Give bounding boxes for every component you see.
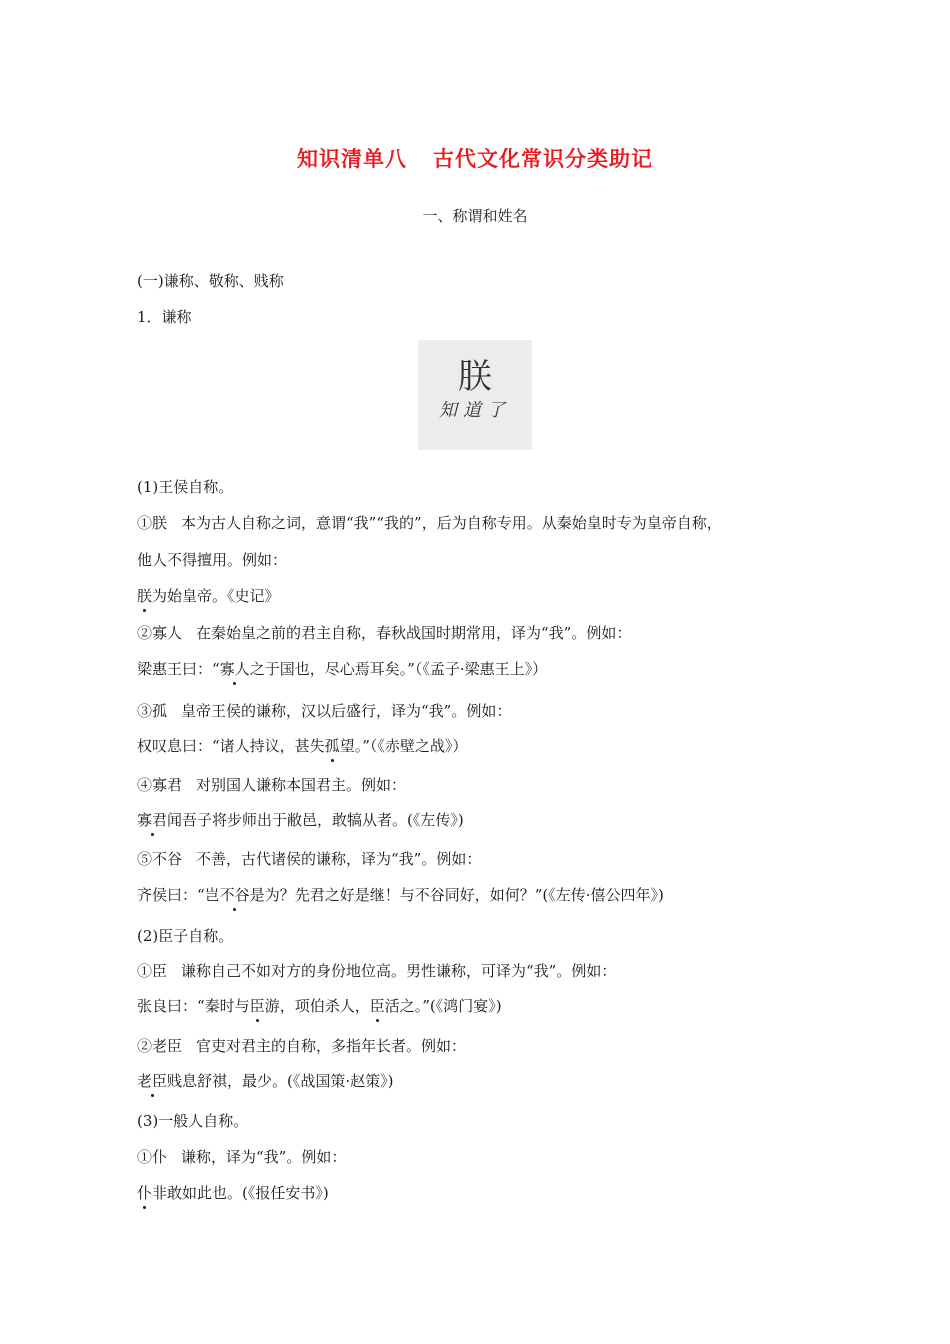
emphasized-word: 不谷 <box>219 886 250 904</box>
item-heading: 1．谦称 <box>137 308 192 326</box>
example: 游，项伯杀人， <box>264 997 370 1015</box>
text-line: (2)臣子自称。 <box>137 927 234 945</box>
term: ①臣 <box>137 962 168 980</box>
title-part2: 古代文化常识分类助记 <box>433 147 653 171</box>
emphasized-word: 臣 <box>369 997 385 1015</box>
emphasized-word: 老臣 <box>137 1072 168 1090</box>
text-line <box>137 622 631 644</box>
text-line <box>137 995 502 1017</box>
emphasized-word: 仆 <box>137 1184 153 1202</box>
calligraphy-big-char: 朕 <box>458 357 492 397</box>
text-line <box>137 848 481 870</box>
calligraphy-image <box>418 340 532 450</box>
text-line <box>137 809 464 831</box>
subsection-heading: (一)谦称、敬称、贱称 <box>137 272 284 290</box>
text-line <box>137 960 616 982</box>
text-line <box>137 700 511 722</box>
page-title <box>0 143 950 173</box>
term: ①仆 <box>137 1148 168 1166</box>
example: 望。”（《赤壁之战》） <box>339 737 468 755</box>
definition: 官吏对君主的自称，多指年长者。例如： <box>196 1037 467 1055</box>
text-line <box>137 1182 329 1204</box>
term: ④寡君 <box>137 776 183 794</box>
definition: 谦称自己不如对方的身份地位高。男性谦称，可译为“我”。例如： <box>181 962 617 980</box>
emphasized-word: 朕 <box>137 587 153 605</box>
example: 贱息舒祺，最少。(《战国策·赵策》) <box>167 1072 394 1090</box>
example: 活之。”(《鸿门宴》) <box>384 997 502 1015</box>
example: 之于国也，尽心焉耳矣。”（《孟子·梁惠王上》） <box>249 660 548 678</box>
definition: 皇帝王侯的谦称，汉以后盛行，译为“我”。例如： <box>181 702 512 720</box>
definition: 本为古人自称之词，意谓“我”“我的”，后为自称专用。从秦始皇时专为皇帝自称， <box>181 514 722 532</box>
title-part1: 知识清单八 <box>297 147 407 171</box>
text-line <box>137 1070 394 1092</box>
text-line <box>137 884 664 906</box>
example: 梁惠王曰：“ <box>137 660 220 678</box>
definition: 不善，古代诸侯的谦称，译为“我”。例如： <box>196 850 482 868</box>
text-line <box>137 585 280 607</box>
calligraphy-small-chars: 知道了 <box>439 400 511 421</box>
example: 张良曰：“秦时与 <box>137 997 250 1015</box>
text-line <box>137 1035 466 1057</box>
section-title: 一、称谓和姓名 <box>422 207 528 225</box>
term: ①朕 <box>137 514 168 532</box>
example: 齐侯曰：“岂 <box>137 886 220 904</box>
definition: 在秦始皇之前的君主自称，春秋战国时期常用，译为“我”。例如： <box>196 624 632 642</box>
emphasized-word: 寡人 <box>219 660 250 678</box>
text-line: (1)王侯自称。 <box>137 478 234 496</box>
text-line <box>137 1146 346 1168</box>
text-line <box>137 512 722 534</box>
example: 是为？先君之好是继！与不谷同好，如何？”(《左传·僖公四年》) <box>249 886 664 904</box>
emphasized-word: 臣 <box>249 997 265 1015</box>
text-line <box>137 774 406 796</box>
term: ⑤不谷 <box>137 850 183 868</box>
example: 闻吾子将步师出于敝邑，敢犒从者。(《左传》) <box>167 811 464 829</box>
emphasized-word: 孤 <box>324 737 340 755</box>
term: ②寡人 <box>137 624 183 642</box>
term: ②老臣 <box>137 1037 183 1055</box>
text-line: 他人不得擅用。例如： <box>137 551 288 569</box>
text-line <box>137 658 547 680</box>
definition: 对别国人谦称本国君主。例如： <box>196 776 407 794</box>
emphasized-word: 寡君 <box>137 811 168 829</box>
term: ③孤 <box>137 702 168 720</box>
definition: 谦称，译为“我”。例如： <box>181 1148 347 1166</box>
example: 权叹息曰：“诸人持议，甚失 <box>137 737 325 755</box>
example: 为始皇帝。《史记》 <box>152 587 280 605</box>
text-line: (3)一般人自称。 <box>137 1112 249 1130</box>
text-line <box>137 735 467 757</box>
example: 非敢如此也。(《报任安书》) <box>152 1184 329 1202</box>
